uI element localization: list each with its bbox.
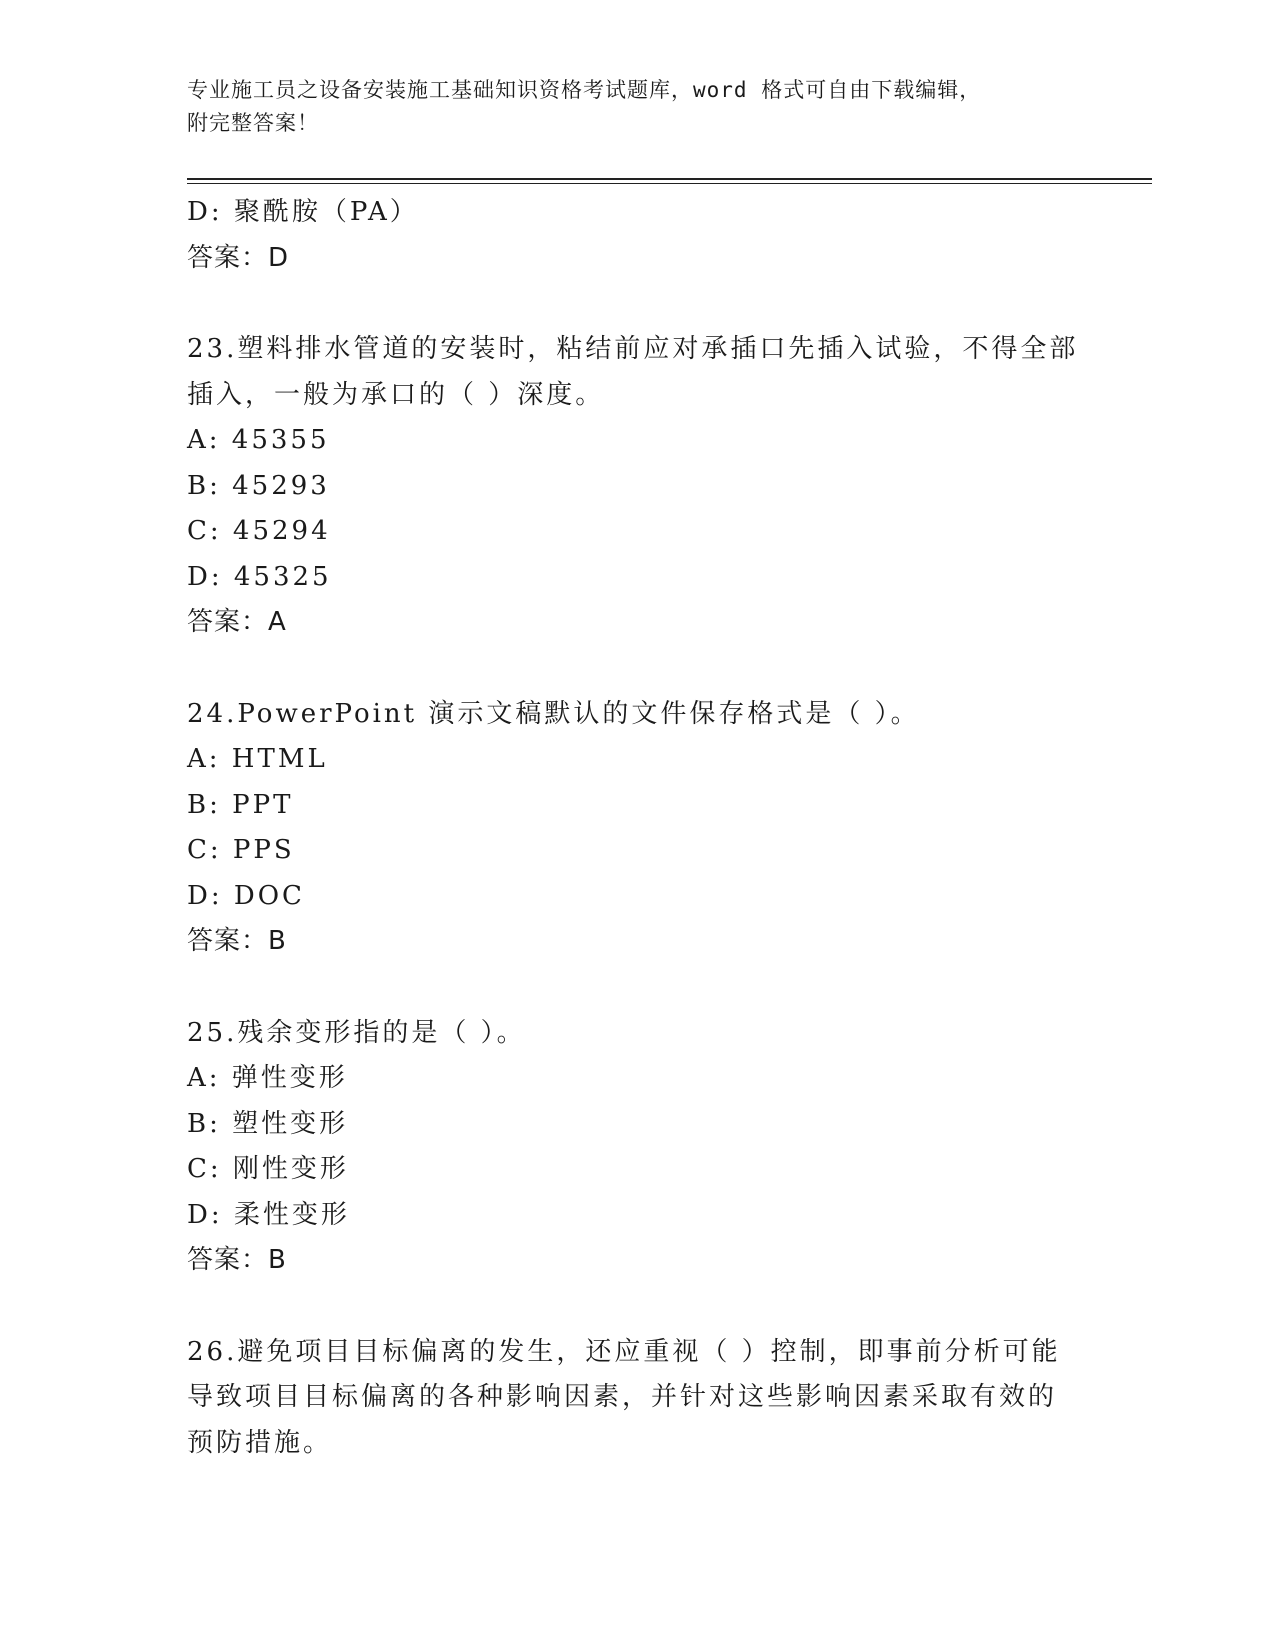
question-23-option-c: C: 45294: [187, 516, 331, 546]
question-24-option-c: C: PPS: [187, 835, 295, 865]
question-25-option-b: B: 塑性变形: [187, 1108, 349, 1139]
question-26-stem-line-3: 预防措施。: [187, 1427, 333, 1458]
question-24-answer: 答案：B: [187, 926, 287, 956]
spacer: [187, 965, 1087, 1011]
question-25: [187, 1011, 1087, 1284]
header-divider-thick: [187, 178, 1152, 180]
question-25-option-a: A: 弹性变形: [187, 1063, 348, 1093]
header-line-2: 附完整答案！: [187, 111, 319, 135]
question-23: [187, 327, 1087, 646]
question-26: [187, 1330, 1087, 1467]
question-23-stem-line-2: 插入，一般为承口的（ ）深度。: [187, 379, 605, 410]
question-24-option-b: B: PPT: [187, 789, 294, 820]
spacer: [187, 281, 1087, 327]
question-23-option-a: A: 45355: [187, 425, 330, 455]
question-24-option-a: A: HTML: [187, 744, 328, 774]
question-25-answer: 答案：B: [187, 1245, 287, 1275]
question-24-option-d: D: DOC: [187, 880, 305, 911]
question-24: [187, 692, 1087, 965]
answer-previous: 答案：D: [187, 242, 290, 273]
document-header: [187, 74, 1067, 140]
question-26-stem-line-2: 导致项目目标偏离的各种影响因素，并针对这些影响因素采取有效的: [187, 1382, 1058, 1412]
question-content: [187, 190, 1087, 1466]
question-25-stem: 25.残余变形指的是（ ）。: [187, 1017, 526, 1048]
spacer: [187, 646, 1087, 692]
question-25-option-c: C: 刚性变形: [187, 1154, 349, 1184]
question-23-option-b: B: 45293: [187, 470, 330, 501]
question-23-option-d: D: 45325: [187, 561, 332, 592]
question-26-stem-line-1: 26.避免项目目标偏离的发生，还应重视（ ）控制，即事前分析可能: [187, 1336, 1061, 1367]
question-24-stem: 24.PowerPoint 演示文稿默认的文件保存格式是（ ）。: [187, 698, 920, 729]
question-23-answer: 答案：A: [187, 607, 287, 637]
header-divider-thin: [187, 183, 1152, 184]
question-25-option-d: D: 柔性变形: [187, 1199, 350, 1230]
question-23-stem-line-1: 23.塑料排水管道的安装时，粘结前应对承插口先插入试验，不得全部: [187, 334, 1079, 364]
spacer: [187, 1284, 1087, 1330]
option-d-previous: D: 聚酰胺（PA）: [187, 197, 419, 227]
header-line-1: 专业施工员之设备安装施工基础知识资格考试题库，word 格式可自由下载编辑，: [187, 78, 982, 102]
